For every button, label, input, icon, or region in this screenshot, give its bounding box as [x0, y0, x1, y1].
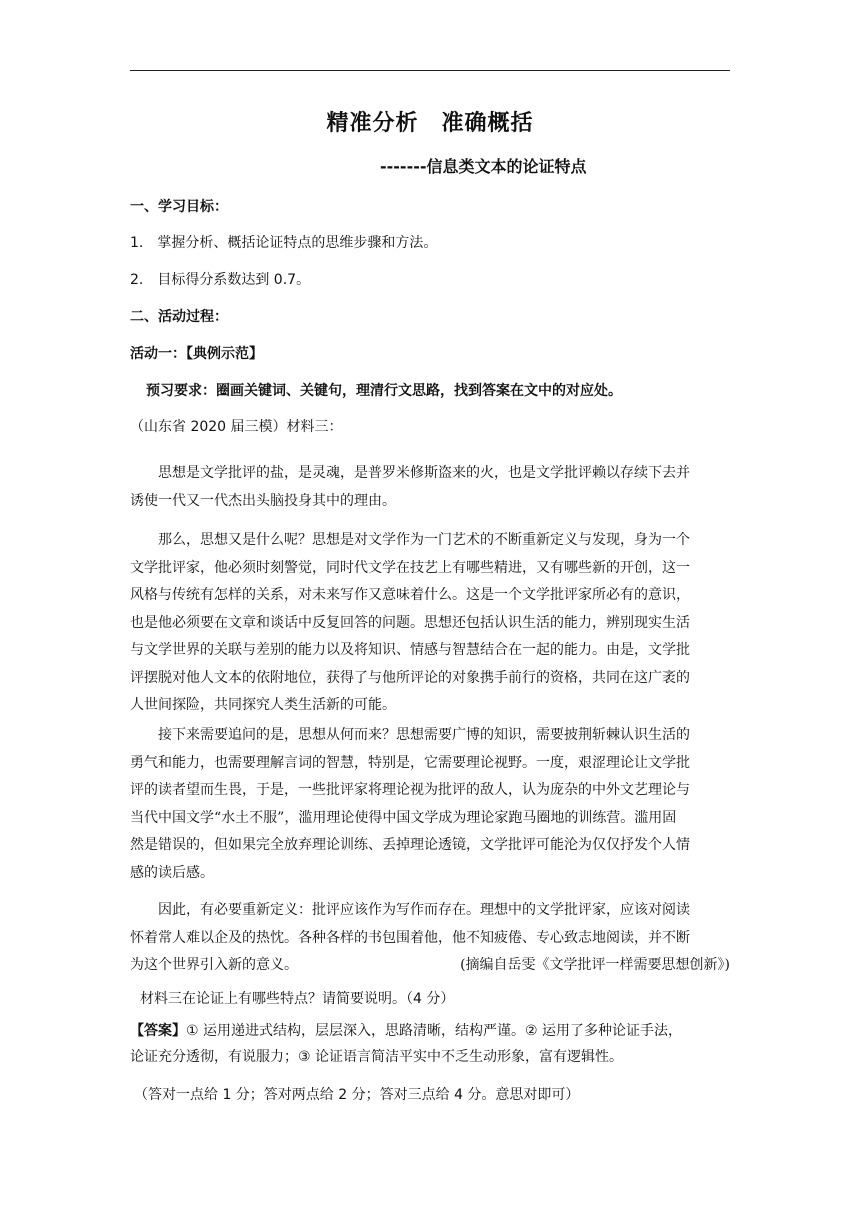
text-line: 接下来需要追问的是，思想从何而来？思想需要广博的知识，需要披荆斩棘认识生活的 — [158, 727, 690, 743]
text-line — [130, 952, 730, 980]
material-paragraph-1 — [130, 460, 730, 515]
answer-line-1 — [130, 1018, 730, 1044]
page-title: 精准分析 准确概括 — [326, 111, 534, 136]
text-line: 评的读者望而生畏，于是，一些批评家将理论视为批评的敌人，认为庞杂的中外文艺理论与 — [130, 782, 690, 798]
goal-item-1: 1. 掌握分析、概括论证特点的思维步骤和方法。 — [130, 235, 438, 251]
text-line: 因此，有必要重新定义：批评应该作为写作而存在。理想中的文学批评家，应该对阅读 — [158, 902, 690, 918]
text-line: 勇气和能力，也需要理解言词的智慧，特别是，它需要理论视野。一度，艰涩理论让文学批 — [130, 754, 690, 771]
text-line: 文学批评家，他必须时刻警觉，同时代文学在技艺上有哪些精进，又有哪些新的开创，这一 — [130, 559, 690, 576]
section2-heading: 二、活动过程： — [130, 309, 228, 325]
text-line: 然是错误的，但如果完全放弃理论训练、丢掉理论透镜，文学批评可能沦为仅仅抒发个人情 — [130, 837, 690, 853]
top-rule — [130, 70, 730, 71]
answer-label: 【答案】 — [130, 1023, 186, 1039]
page-subtitle: -------信息类文本的论证特点 — [380, 157, 587, 176]
text-line: 感的读后感。 — [130, 864, 214, 881]
material-paragraph-2 — [130, 527, 730, 720]
scoring-note: （答对一点给 1 分；答对两点给 2 分；答对三点给 4 分。意思对即可） — [134, 1087, 580, 1103]
material-paragraph-4 — [130, 897, 730, 980]
text-line: 那么，思想又是什么呢？思想是对文学作为一门艺术的不断重新定义与发现，身为一个 — [158, 532, 690, 548]
text-segment: 为这个世界引入新的意义。 — [130, 957, 298, 973]
text-line: 思想是文学批评的盐，是灵魂，是普罗米修斯盗来的火，也是文学批评赖以存续下去并 — [158, 465, 690, 481]
activity-heading: 活动一：【典例示范】 — [130, 346, 263, 362]
source-label: （山东省 2020 届三模）材料三： — [130, 419, 343, 435]
text-line: 怀着常人难以企及的热忱。各种各样的书包围着他，他不知疲倦、专心致志地阅读，并不断 — [130, 929, 690, 946]
text-line: 与文学世界的关联与差别的能力以及将知识、情感与智慧结合在一起的能力。由是，文学批 — [130, 642, 690, 658]
answer-line-2: 论证充分透彻，有说服力；③ 论证语言简洁平实中不乏生动形象，富有逻辑性。 — [130, 1049, 623, 1065]
text-line: 评摆脱对他人文本的依附地位，获得了与他所评论的对象携手前行的资格，共同在这广袤的 — [130, 669, 690, 686]
question-text: 材料三在论证上有哪些特点？请简要说明。（4 分） — [140, 991, 455, 1007]
answer-text: ① 运用递进式结构，层层深入，思路清晰，结构严谨。② 运用了多种论证手法， — [186, 1023, 682, 1039]
text-line: 人世间探险，共同探究人类生活新的可能。 — [130, 697, 396, 713]
preview-requirement: 预习要求：圈画关键词、关键句，理清行文思路，找到答案在文中的对应处。 — [146, 383, 622, 399]
answer-block — [130, 1018, 730, 1070]
text-line: 风格与传统有怎样的关系，对未来写作又意味着什么。这是一个文学批评家所必有的意识， — [130, 587, 690, 603]
goal-item-2: 2. 目标得分系数达到 0.7。 — [130, 272, 311, 288]
material-paragraph-3 — [130, 722, 730, 887]
text-line: 也是他必须要在文章和谈话中反复回答的问题。思想还包括认识生活的能力，辨别现实生活 — [130, 614, 690, 631]
text-line: 当代中国文学“水土不服”，滥用理论使得中国文学成为理论家跑马圈地的训练营。滥用固 — [130, 809, 677, 826]
source-citation: (摘编自岳雯《文学批评一样需要思想创新》) — [460, 957, 730, 973]
section1-heading: 一、学习目标： — [130, 199, 228, 215]
text-line: 诱使一代又一代杰出头脑投身其中的理由。 — [130, 492, 396, 509]
